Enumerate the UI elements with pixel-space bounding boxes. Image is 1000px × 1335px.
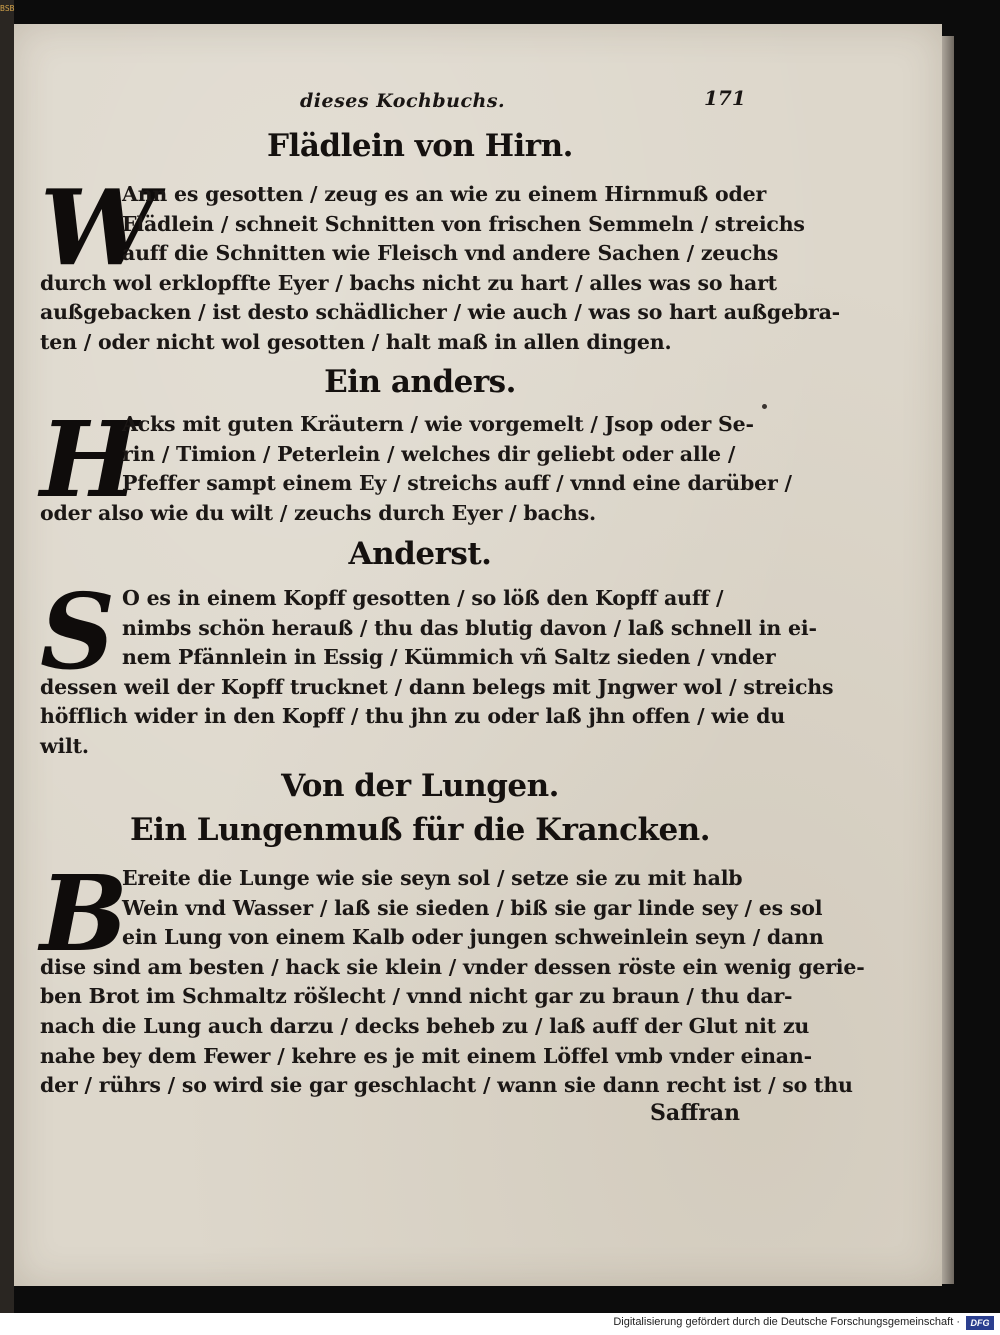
text-line: wilt. [40, 733, 89, 758]
text-line: Pfeffer sampt einem Ey / streichs auff / vnnd eine darüber / [122, 471, 792, 496]
drop-cap: W [40, 166, 157, 289]
text-line: Ann es gesotten / zeug es an wie zu einem Hirnmuß oder [122, 182, 767, 206]
text-line: oder also wie du wilt / zeuchs durch Eyer / bachs. [40, 500, 596, 525]
section-heading: Von der Lungen. [281, 768, 559, 804]
text-line: Ereite die Lunge wie sie seyn sol / setze sie zu mit halb [122, 866, 743, 890]
text-line: rin / Timion / Peterlein / welches dir geliebt oder alle / [122, 441, 736, 466]
text-line: der / rührs / so wird sie gar geschlacht / wann sie dann recht ist / so thu [40, 1073, 853, 1098]
text-line: nimbs schön herauß / thu das blutig davon / laß schnell in ei- [122, 615, 817, 640]
paragraph [40, 852, 865, 1101]
text-line: Wein vnd Wasser / laß sie sieden / biß sie gar linde sey / es sol [122, 895, 823, 920]
text-line: ein Lung von einem Kalb oder jungen schweinlein seyn / dann [122, 925, 824, 950]
text-line: O es in einem Kopff gesotten / so löß den Kopff auff / [122, 586, 724, 610]
section-heading: Ein anders. [324, 364, 516, 400]
ink-speck [762, 404, 767, 409]
text-line: Flädlein / schneit Schnitten von frischen Semmeln / streichs [122, 211, 805, 236]
running-head: dieses Kochbuchs. [300, 90, 506, 112]
section-heading: Anderst. [348, 536, 492, 572]
text-line: außgebacken / ist desto schädlicher / wie auch / was so hart außgebra- [40, 300, 840, 325]
paragraph [40, 180, 840, 358]
text-line: Acks mit guten Kräutern / wie vorgemelt / Jsop oder Se- [122, 412, 754, 436]
dfg-logo-icon: DFG [966, 1316, 994, 1330]
section-subheading: Ein Lungenmuß für die Krancken. [129, 812, 710, 848]
section-heading: Flädlein von Hirn. [267, 128, 573, 164]
scan-left-edge [0, 0, 14, 1335]
text-line: ten / oder nicht wol gesotten / halt maß in allen dingen. [40, 329, 672, 354]
funding-credit: Digitalisierung gefördert durch die Deutsche Forschungsgemeinschaft · [613, 1316, 960, 1328]
text-line: dise sind am besten / hack sie klein / vnder dessen röste ein wenig gerie- [40, 954, 865, 979]
library-mark: BSB [0, 4, 15, 13]
text-line: ben Brot im Schmaltz röšlecht / vnnd nicht gar zu braun / thu dar- [40, 984, 793, 1009]
drop-cap: H [40, 398, 139, 521]
paragraph [40, 398, 792, 528]
text-line: höfflich wider in den Kopff / thu jhn zu oder laß jhn offen / wie du [40, 704, 785, 729]
paragraph [40, 584, 834, 762]
page-number: 171 [704, 86, 746, 110]
text-line: nem Pfännlein in Essig / Kümmich vñ Saltz sieden / vnder [122, 645, 776, 670]
text-line: dessen weil der Kopff trucknet / dann belegs mit Jngwer wol / streichs [40, 674, 834, 699]
text-line: durch wol erklopffte Eyer / bachs nicht zu hart / alles was so hart [40, 270, 777, 295]
drop-cap: B [40, 852, 128, 975]
catchword: Saffran [650, 1100, 741, 1126]
text-line: nach die Lung auch darzu / decks beheb zu / laß auff der Glut nit zu [40, 1013, 810, 1038]
text-line: auff die Schnitten wie Fleisch vnd andere Sachen / zeuchs [122, 241, 779, 266]
drop-cap: S [40, 570, 116, 693]
book-page [14, 24, 942, 1286]
text-line: nahe bey dem Fewer / kehre es je mit einem Löffel vmb vnder einan- [40, 1043, 812, 1068]
